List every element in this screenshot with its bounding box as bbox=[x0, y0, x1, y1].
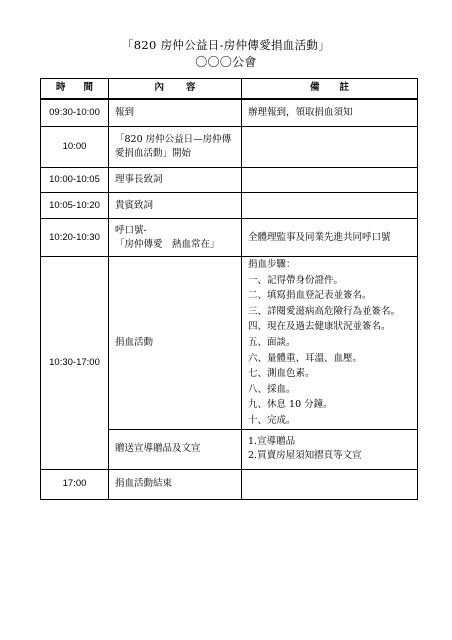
step-item: 七、測血色素。 bbox=[248, 368, 315, 380]
row-notes: 辦理報到，領取捐血須知 bbox=[242, 99, 418, 127]
note-line: 2.買賣房屋須知摺頁等文宣 bbox=[248, 450, 362, 462]
note-line: 1.宣導贈品 bbox=[248, 436, 296, 448]
row-content: 貴賓致詞 bbox=[109, 193, 242, 219]
table-row bbox=[41, 168, 418, 193]
header-notes: 備註 bbox=[242, 79, 418, 99]
row-time: 10:00-10:05 bbox=[41, 168, 109, 193]
row-notes bbox=[242, 127, 418, 168]
row-time: 10:00 bbox=[41, 127, 109, 168]
header-time: 時間 bbox=[41, 79, 109, 99]
table-header-row bbox=[41, 79, 418, 99]
schedule-table bbox=[40, 78, 418, 500]
row-notes bbox=[242, 429, 418, 469]
step-item: 一、記得帶身份證件。 bbox=[248, 274, 344, 286]
row-time: 09:30-10:00 bbox=[41, 99, 109, 127]
step-item: 五、面談。 bbox=[248, 336, 296, 348]
step-item: 四、現在及過去健康狀況並簽名。 bbox=[248, 321, 391, 333]
row-content: 「820 房仲公益日—房仲傳愛捐血活動」開始 bbox=[109, 127, 242, 168]
row-content: 捐血活動 bbox=[109, 257, 242, 430]
row-time: 10:20-10:30 bbox=[41, 219, 109, 257]
organizer-name: 〇〇〇公會 bbox=[195, 55, 257, 69]
row-time: 10:05-10:20 bbox=[41, 193, 109, 219]
step-item: 九、休息 10 分鐘。 bbox=[248, 399, 333, 411]
steps-heading: 捐血步驟： bbox=[248, 259, 296, 270]
step-item: 八、採血。 bbox=[248, 383, 296, 395]
table-row bbox=[41, 99, 418, 127]
table-row bbox=[41, 469, 418, 499]
step-item: 三、詳閱愛滋病高危險行為並簽名。 bbox=[248, 305, 401, 317]
row-notes bbox=[242, 168, 418, 193]
step-item: 六、量體重、耳溫、血壓。 bbox=[248, 352, 363, 364]
document-title: 「820 房仲公益日-房仲傳愛捐血活動」 bbox=[122, 38, 330, 52]
header-content: 內容 bbox=[109, 79, 242, 99]
row-content: 捐血活動結束 bbox=[109, 469, 242, 499]
row-content: 報到 bbox=[109, 99, 242, 127]
row-content: 呼口號- 「房仲傳愛 熱血常在」 bbox=[109, 219, 242, 257]
table-row bbox=[41, 257, 418, 430]
row-time: 10:30-17:00 bbox=[41, 257, 109, 470]
step-item: 十、完成。 bbox=[248, 414, 296, 426]
row-content: 贈送宣導贈品及文宣 bbox=[109, 429, 242, 469]
table-row bbox=[41, 127, 418, 168]
row-notes bbox=[242, 469, 418, 499]
donation-steps bbox=[242, 257, 418, 430]
table-row bbox=[41, 193, 418, 219]
table-row bbox=[41, 219, 418, 257]
row-content: 理事長致詞 bbox=[109, 168, 242, 193]
step-item: 二、填寫捐血登記表並簽名。 bbox=[248, 290, 372, 302]
row-time: 17:00 bbox=[41, 469, 109, 499]
row-notes: 全體理監事及同業先進共同呼口號 bbox=[242, 219, 418, 257]
row-notes bbox=[242, 193, 418, 219]
